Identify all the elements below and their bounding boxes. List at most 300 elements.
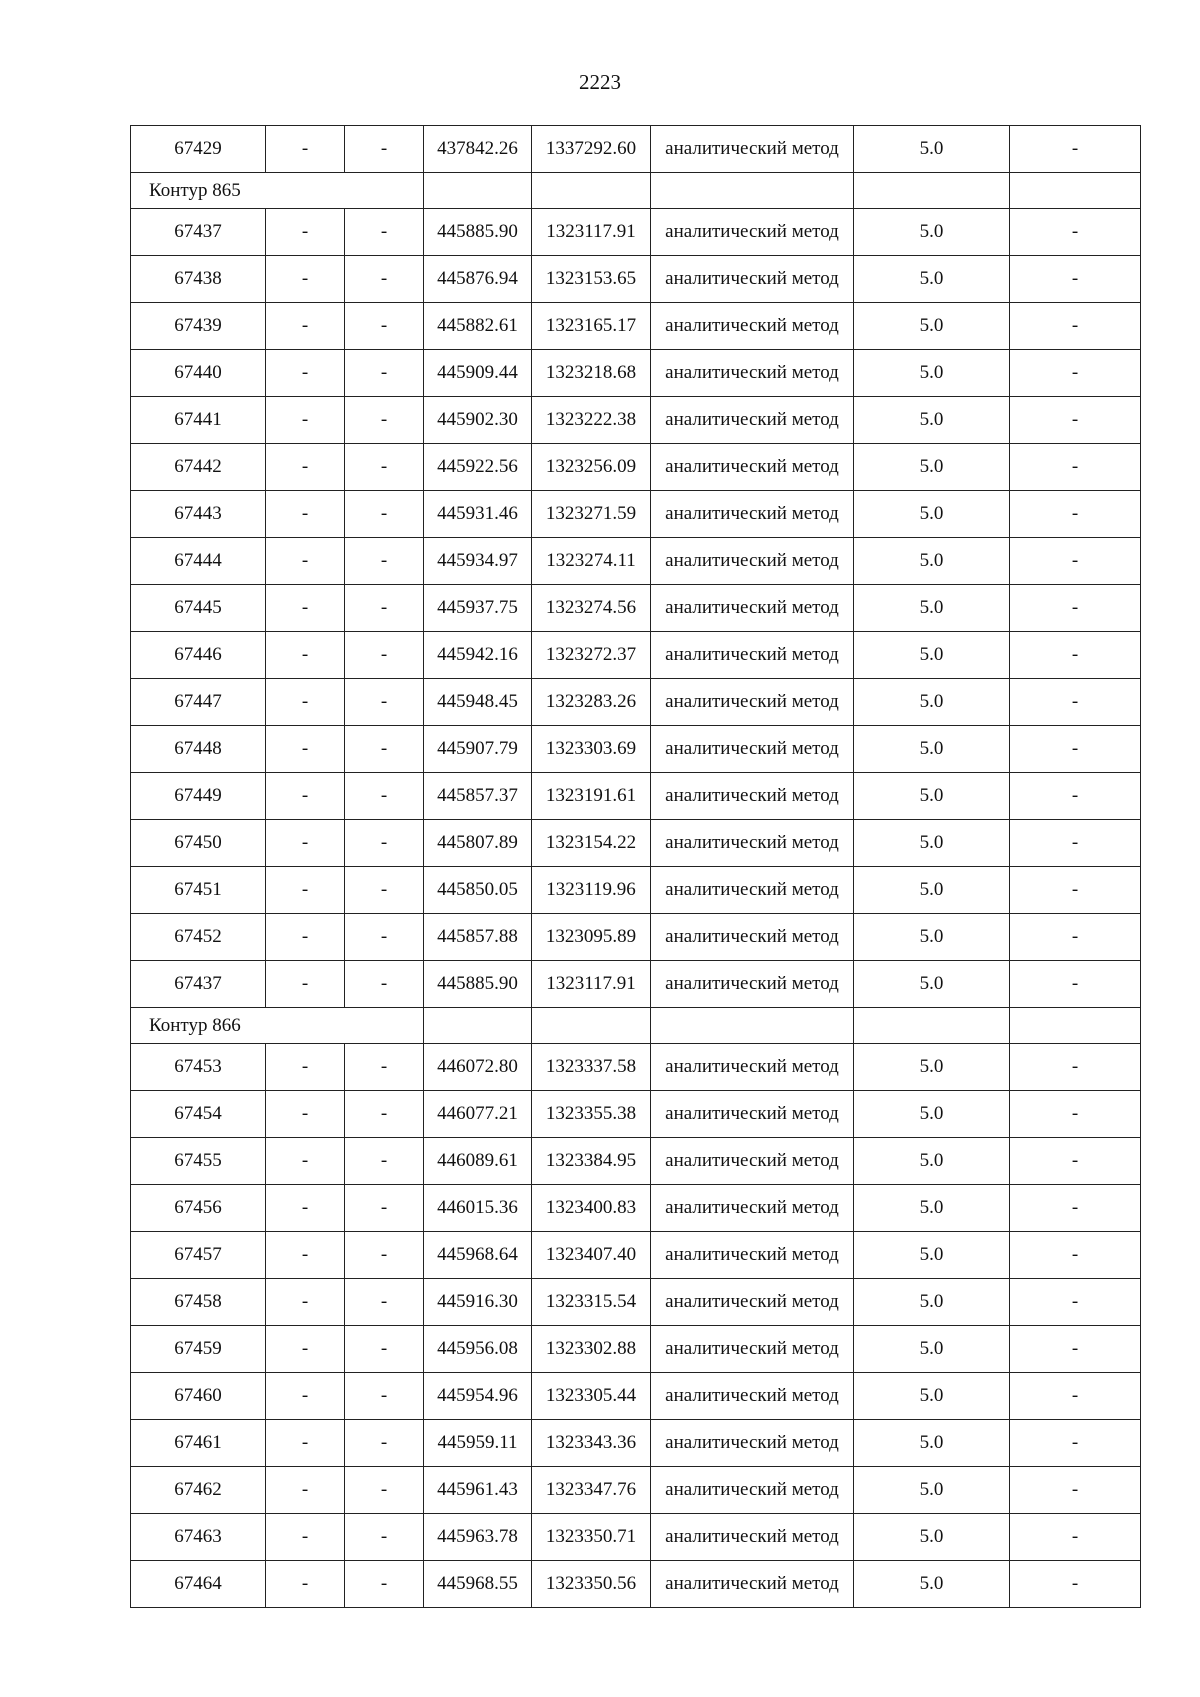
method-text: аналитический метод: [665, 550, 839, 571]
table-row: [131, 1091, 1141, 1138]
empty-dash-cell: -: [1010, 256, 1141, 303]
point-number-cell: 67437: [131, 961, 266, 1008]
empty-dash-cell: -: [345, 397, 424, 444]
y-coordinate-cell: 1323095.89: [532, 914, 651, 961]
point-number-cell: 67449: [131, 773, 266, 820]
x-coordinate-cell: 437842.26: [424, 126, 532, 173]
x-coordinate-cell: 445857.37: [424, 773, 532, 820]
x-coordinate-cell: 445857.88: [424, 914, 532, 961]
empty-dash-cell: -: [1010, 209, 1141, 256]
point-number-cell: 67460: [131, 1373, 266, 1420]
empty-cell: [532, 173, 651, 209]
empty-dash-cell: -: [266, 209, 345, 256]
x-coordinate-cell: 445968.64: [424, 1232, 532, 1279]
empty-dash-cell: -: [345, 444, 424, 491]
section-header-row: [131, 173, 1141, 209]
method-cell: [651, 773, 854, 820]
y-coordinate-cell: 1323355.38: [532, 1091, 651, 1138]
table-row: [131, 1232, 1141, 1279]
point-number-cell: 67459: [131, 1326, 266, 1373]
method-text: аналитический метод: [665, 879, 839, 900]
empty-dash-cell: -: [1010, 585, 1141, 632]
empty-dash-cell: -: [345, 256, 424, 303]
table-row: [131, 1138, 1141, 1185]
empty-dash-cell: -: [1010, 397, 1141, 444]
table-row: [131, 350, 1141, 397]
method-cell: [651, 1420, 854, 1467]
x-coordinate-cell: 445931.46: [424, 491, 532, 538]
accuracy-cell: 5.0: [854, 397, 1010, 444]
accuracy-cell: 5.0: [854, 538, 1010, 585]
y-coordinate-cell: 1323222.38: [532, 397, 651, 444]
x-coordinate-cell: 445934.97: [424, 538, 532, 585]
method-text: аналитический метод: [665, 691, 839, 712]
method-text: аналитический метод: [665, 1432, 839, 1453]
x-coordinate-cell: 445956.08: [424, 1326, 532, 1373]
method-text: аналитический метод: [665, 1479, 839, 1500]
x-coordinate-cell: 445850.05: [424, 867, 532, 914]
empty-dash-cell: -: [345, 491, 424, 538]
x-coordinate-cell: 446077.21: [424, 1091, 532, 1138]
empty-dash-cell: -: [1010, 1373, 1141, 1420]
point-number-cell: 67463: [131, 1514, 266, 1561]
method-cell: [651, 632, 854, 679]
y-coordinate-cell: 1323256.09: [532, 444, 651, 491]
point-number-cell: 67454: [131, 1091, 266, 1138]
table-row: [131, 303, 1141, 350]
table-row: [131, 397, 1141, 444]
method-cell: [651, 491, 854, 538]
empty-dash-cell: -: [345, 1185, 424, 1232]
x-coordinate-cell: 445968.55: [424, 1561, 532, 1608]
empty-dash-cell: -: [1010, 632, 1141, 679]
method-text: аналитический метод: [665, 268, 839, 289]
y-coordinate-cell: 1323274.11: [532, 538, 651, 585]
empty-dash-cell: -: [266, 1138, 345, 1185]
y-coordinate-cell: 1323347.76: [532, 1467, 651, 1514]
empty-dash-cell: -: [345, 1561, 424, 1608]
empty-dash-cell: -: [345, 209, 424, 256]
accuracy-cell: 5.0: [854, 256, 1010, 303]
empty-dash-cell: -: [345, 1373, 424, 1420]
point-number-cell: 67444: [131, 538, 266, 585]
y-coordinate-cell: 1323117.91: [532, 209, 651, 256]
y-coordinate-cell: 1323153.65: [532, 256, 651, 303]
empty-cell: [854, 173, 1010, 209]
empty-dash-cell: -: [266, 1373, 345, 1420]
empty-dash-cell: -: [1010, 1185, 1141, 1232]
empty-dash-cell: -: [1010, 1467, 1141, 1514]
table-row: [131, 1420, 1141, 1467]
empty-cell: [424, 173, 532, 209]
empty-dash-cell: -: [345, 1232, 424, 1279]
empty-cell: [854, 1008, 1010, 1044]
empty-dash-cell: -: [266, 679, 345, 726]
method-text: аналитический метод: [665, 597, 839, 618]
point-number-cell: 67441: [131, 397, 266, 444]
empty-cell: [1010, 173, 1141, 209]
empty-dash-cell: -: [345, 867, 424, 914]
empty-dash-cell: -: [266, 961, 345, 1008]
method-cell: [651, 1514, 854, 1561]
x-coordinate-cell: 445876.94: [424, 256, 532, 303]
table-row: [131, 538, 1141, 585]
empty-dash-cell: -: [1010, 1420, 1141, 1467]
method-cell: [651, 256, 854, 303]
accuracy-cell: 5.0: [854, 1138, 1010, 1185]
table-row: [131, 961, 1141, 1008]
empty-dash-cell: -: [266, 867, 345, 914]
empty-dash-cell: -: [266, 397, 345, 444]
y-coordinate-cell: 1323302.88: [532, 1326, 651, 1373]
table-row: [131, 867, 1141, 914]
y-coordinate-cell: 1323283.26: [532, 679, 651, 726]
method-cell: [651, 1326, 854, 1373]
method-text: аналитический метод: [665, 1056, 839, 1077]
accuracy-cell: 5.0: [854, 1514, 1010, 1561]
accuracy-cell: 5.0: [854, 1044, 1010, 1091]
empty-cell: [651, 1008, 854, 1044]
method-cell: [651, 538, 854, 585]
empty-dash-cell: -: [1010, 1091, 1141, 1138]
x-coordinate-cell: 445885.90: [424, 209, 532, 256]
method-text: аналитический метод: [665, 1573, 839, 1594]
empty-dash-cell: -: [345, 1514, 424, 1561]
method-cell: [651, 867, 854, 914]
empty-dash-cell: -: [345, 1467, 424, 1514]
accuracy-cell: 5.0: [854, 1420, 1010, 1467]
empty-dash-cell: -: [266, 1091, 345, 1138]
empty-dash-cell: -: [266, 444, 345, 491]
empty-dash-cell: -: [1010, 350, 1141, 397]
accuracy-cell: 5.0: [854, 350, 1010, 397]
empty-dash-cell: -: [266, 350, 345, 397]
section-label: Контур 866: [131, 1008, 424, 1044]
empty-dash-cell: -: [345, 1420, 424, 1467]
empty-dash-cell: -: [345, 303, 424, 350]
point-number-cell: 67437: [131, 209, 266, 256]
y-coordinate-cell: 1323400.83: [532, 1185, 651, 1232]
method-text: аналитический метод: [665, 1150, 839, 1171]
point-number-cell: 67443: [131, 491, 266, 538]
accuracy-cell: 5.0: [854, 1326, 1010, 1373]
table-row: [131, 256, 1141, 303]
empty-dash-cell: -: [266, 632, 345, 679]
x-coordinate-cell: 445885.90: [424, 961, 532, 1008]
empty-dash-cell: -: [266, 1326, 345, 1373]
empty-dash-cell: -: [345, 820, 424, 867]
method-text: аналитический метод: [665, 926, 839, 947]
x-coordinate-cell: 445882.61: [424, 303, 532, 350]
y-coordinate-cell: 1323272.37: [532, 632, 651, 679]
coordinates-table: [130, 125, 1141, 1608]
y-coordinate-cell: 1323274.56: [532, 585, 651, 632]
empty-dash-cell: -: [1010, 679, 1141, 726]
accuracy-cell: 5.0: [854, 1467, 1010, 1514]
empty-dash-cell: -: [345, 538, 424, 585]
accuracy-cell: 5.0: [854, 1091, 1010, 1138]
x-coordinate-cell: 445961.43: [424, 1467, 532, 1514]
empty-dash-cell: -: [266, 1420, 345, 1467]
table-row: [131, 1514, 1141, 1561]
accuracy-cell: 5.0: [854, 1185, 1010, 1232]
empty-dash-cell: -: [266, 1279, 345, 1326]
empty-dash-cell: -: [1010, 820, 1141, 867]
empty-cell: [651, 173, 854, 209]
table-row: [131, 1185, 1141, 1232]
y-coordinate-cell: 1323315.54: [532, 1279, 651, 1326]
accuracy-cell: 5.0: [854, 867, 1010, 914]
table-row: [131, 1326, 1141, 1373]
method-text: аналитический метод: [665, 785, 839, 806]
method-cell: [651, 444, 854, 491]
empty-dash-cell: -: [266, 1561, 345, 1608]
method-text: аналитический метод: [665, 409, 839, 430]
accuracy-cell: 5.0: [854, 773, 1010, 820]
accuracy-cell: 5.0: [854, 585, 1010, 632]
table-row: [131, 1561, 1141, 1608]
method-text: аналитический метод: [665, 503, 839, 524]
empty-cell: [532, 1008, 651, 1044]
accuracy-cell: 5.0: [854, 679, 1010, 726]
empty-dash-cell: -: [345, 773, 424, 820]
empty-dash-cell: -: [1010, 914, 1141, 961]
empty-dash-cell: -: [266, 1514, 345, 1561]
empty-dash-cell: -: [266, 1232, 345, 1279]
x-coordinate-cell: 445916.30: [424, 1279, 532, 1326]
section-header-row: [131, 1008, 1141, 1044]
method-text: аналитический метод: [665, 1244, 839, 1265]
y-coordinate-cell: 1323343.36: [532, 1420, 651, 1467]
x-coordinate-cell: 446015.36: [424, 1185, 532, 1232]
table-row: [131, 1467, 1141, 1514]
method-cell: [651, 126, 854, 173]
table-row: [131, 444, 1141, 491]
y-coordinate-cell: 1323218.68: [532, 350, 651, 397]
point-number-cell: 67448: [131, 726, 266, 773]
method-text: аналитический метод: [665, 1526, 839, 1547]
y-coordinate-cell: 1323191.61: [532, 773, 651, 820]
point-number-cell: 67455: [131, 1138, 266, 1185]
y-coordinate-cell: 1323154.22: [532, 820, 651, 867]
accuracy-cell: 5.0: [854, 820, 1010, 867]
empty-dash-cell: -: [1010, 1279, 1141, 1326]
empty-dash-cell: -: [345, 632, 424, 679]
table-row: [131, 1044, 1141, 1091]
empty-dash-cell: -: [1010, 1044, 1141, 1091]
section-label: Контур 865: [131, 173, 424, 209]
accuracy-cell: 5.0: [854, 1232, 1010, 1279]
point-number-cell: 67456: [131, 1185, 266, 1232]
empty-dash-cell: -: [345, 1279, 424, 1326]
method-text: аналитический метод: [665, 1197, 839, 1218]
y-coordinate-cell: 1323384.95: [532, 1138, 651, 1185]
empty-dash-cell: -: [266, 773, 345, 820]
empty-dash-cell: -: [1010, 1326, 1141, 1373]
empty-dash-cell: -: [1010, 867, 1141, 914]
x-coordinate-cell: 445922.56: [424, 444, 532, 491]
table-row: [131, 632, 1141, 679]
x-coordinate-cell: 445954.96: [424, 1373, 532, 1420]
point-number-cell: 67439: [131, 303, 266, 350]
point-number-cell: 67445: [131, 585, 266, 632]
empty-dash-cell: -: [345, 1044, 424, 1091]
method-cell: [651, 1091, 854, 1138]
y-coordinate-cell: 1323350.56: [532, 1561, 651, 1608]
x-coordinate-cell: 445942.16: [424, 632, 532, 679]
accuracy-cell: 5.0: [854, 491, 1010, 538]
empty-dash-cell: -: [266, 126, 345, 173]
method-text: аналитический метод: [665, 738, 839, 759]
empty-dash-cell: -: [1010, 961, 1141, 1008]
x-coordinate-cell: 445907.79: [424, 726, 532, 773]
empty-dash-cell: -: [345, 679, 424, 726]
method-cell: [651, 397, 854, 444]
y-coordinate-cell: 1323271.59: [532, 491, 651, 538]
point-number-cell: 67447: [131, 679, 266, 726]
x-coordinate-cell: 445937.75: [424, 585, 532, 632]
empty-dash-cell: -: [266, 303, 345, 350]
empty-dash-cell: -: [266, 726, 345, 773]
empty-dash-cell: -: [345, 1138, 424, 1185]
empty-dash-cell: -: [1010, 126, 1141, 173]
table-row: [131, 914, 1141, 961]
y-coordinate-cell: 1323117.91: [532, 961, 651, 1008]
table-row: [131, 209, 1141, 256]
point-number-cell: 67438: [131, 256, 266, 303]
empty-dash-cell: -: [1010, 491, 1141, 538]
x-coordinate-cell: 445909.44: [424, 350, 532, 397]
x-coordinate-cell: 446089.61: [424, 1138, 532, 1185]
method-cell: [651, 726, 854, 773]
method-cell: [651, 914, 854, 961]
point-number-cell: 67462: [131, 1467, 266, 1514]
accuracy-cell: 5.0: [854, 444, 1010, 491]
empty-dash-cell: -: [266, 1185, 345, 1232]
method-text: аналитический метод: [665, 1338, 839, 1359]
point-number-cell: 67442: [131, 444, 266, 491]
empty-dash-cell: -: [266, 256, 345, 303]
method-cell: [651, 1373, 854, 1420]
table-row: [131, 585, 1141, 632]
empty-dash-cell: -: [345, 914, 424, 961]
method-cell: [651, 209, 854, 256]
empty-dash-cell: -: [345, 961, 424, 1008]
accuracy-cell: 5.0: [854, 303, 1010, 350]
accuracy-cell: 5.0: [854, 726, 1010, 773]
method-text: аналитический метод: [665, 973, 839, 994]
method-text: аналитический метод: [665, 221, 839, 242]
method-cell: [651, 961, 854, 1008]
method-text: аналитический метод: [665, 1103, 839, 1124]
table-row: [131, 491, 1141, 538]
method-cell: [651, 350, 854, 397]
method-cell: [651, 820, 854, 867]
accuracy-cell: 5.0: [854, 1279, 1010, 1326]
empty-dash-cell: -: [1010, 773, 1141, 820]
point-number-cell: 67451: [131, 867, 266, 914]
method-cell: [651, 1138, 854, 1185]
method-text: аналитический метод: [665, 1291, 839, 1312]
method-text: аналитический метод: [665, 456, 839, 477]
empty-cell: [424, 1008, 532, 1044]
accuracy-cell: 5.0: [854, 209, 1010, 256]
empty-dash-cell: -: [345, 726, 424, 773]
empty-dash-cell: -: [266, 1467, 345, 1514]
empty-dash-cell: -: [1010, 1232, 1141, 1279]
empty-dash-cell: -: [1010, 303, 1141, 350]
y-coordinate-cell: 1323303.69: [532, 726, 651, 773]
method-text: аналитический метод: [665, 1385, 839, 1406]
empty-dash-cell: -: [266, 820, 345, 867]
empty-cell: [1010, 1008, 1141, 1044]
empty-dash-cell: -: [1010, 1138, 1141, 1185]
accuracy-cell: 5.0: [854, 914, 1010, 961]
table-row: [131, 679, 1141, 726]
x-coordinate-cell: 445948.45: [424, 679, 532, 726]
empty-dash-cell: -: [266, 585, 345, 632]
empty-dash-cell: -: [345, 126, 424, 173]
accuracy-cell: 5.0: [854, 1373, 1010, 1420]
method-cell: [651, 1279, 854, 1326]
table-row: [131, 726, 1141, 773]
empty-dash-cell: -: [266, 1044, 345, 1091]
table-row: [131, 1373, 1141, 1420]
table-row: [131, 1279, 1141, 1326]
x-coordinate-cell: 445807.89: [424, 820, 532, 867]
empty-dash-cell: -: [345, 585, 424, 632]
empty-dash-cell: -: [1010, 538, 1141, 585]
point-number-cell: 67450: [131, 820, 266, 867]
method-cell: [651, 1232, 854, 1279]
accuracy-cell: 5.0: [854, 1561, 1010, 1608]
y-coordinate-cell: 1323350.71: [532, 1514, 651, 1561]
empty-dash-cell: -: [266, 914, 345, 961]
method-text: аналитический метод: [665, 644, 839, 665]
method-text: аналитический метод: [665, 315, 839, 336]
empty-dash-cell: -: [1010, 1561, 1141, 1608]
point-number-cell: 67429: [131, 126, 266, 173]
method-text: аналитический метод: [665, 362, 839, 383]
table-row: [131, 773, 1141, 820]
accuracy-cell: 5.0: [854, 961, 1010, 1008]
empty-dash-cell: -: [266, 538, 345, 585]
method-cell: [651, 1044, 854, 1091]
empty-dash-cell: -: [1010, 1514, 1141, 1561]
method-cell: [651, 1185, 854, 1232]
y-coordinate-cell: 1323305.44: [532, 1373, 651, 1420]
empty-dash-cell: -: [345, 350, 424, 397]
x-coordinate-cell: 445963.78: [424, 1514, 532, 1561]
point-number-cell: 67440: [131, 350, 266, 397]
accuracy-cell: 5.0: [854, 632, 1010, 679]
empty-dash-cell: -: [345, 1091, 424, 1138]
point-number-cell: 67457: [131, 1232, 266, 1279]
coordinates-table-body: [131, 126, 1141, 1608]
method-cell: [651, 1467, 854, 1514]
point-number-cell: 67461: [131, 1420, 266, 1467]
y-coordinate-cell: 1323165.17: [532, 303, 651, 350]
empty-dash-cell: -: [266, 491, 345, 538]
point-number-cell: 67446: [131, 632, 266, 679]
y-coordinate-cell: 1323337.58: [532, 1044, 651, 1091]
method-cell: [651, 303, 854, 350]
point-number-cell: 67452: [131, 914, 266, 961]
method-text: аналитический метод: [665, 138, 839, 159]
empty-dash-cell: -: [345, 1326, 424, 1373]
point-number-cell: 67453: [131, 1044, 266, 1091]
empty-dash-cell: -: [1010, 444, 1141, 491]
